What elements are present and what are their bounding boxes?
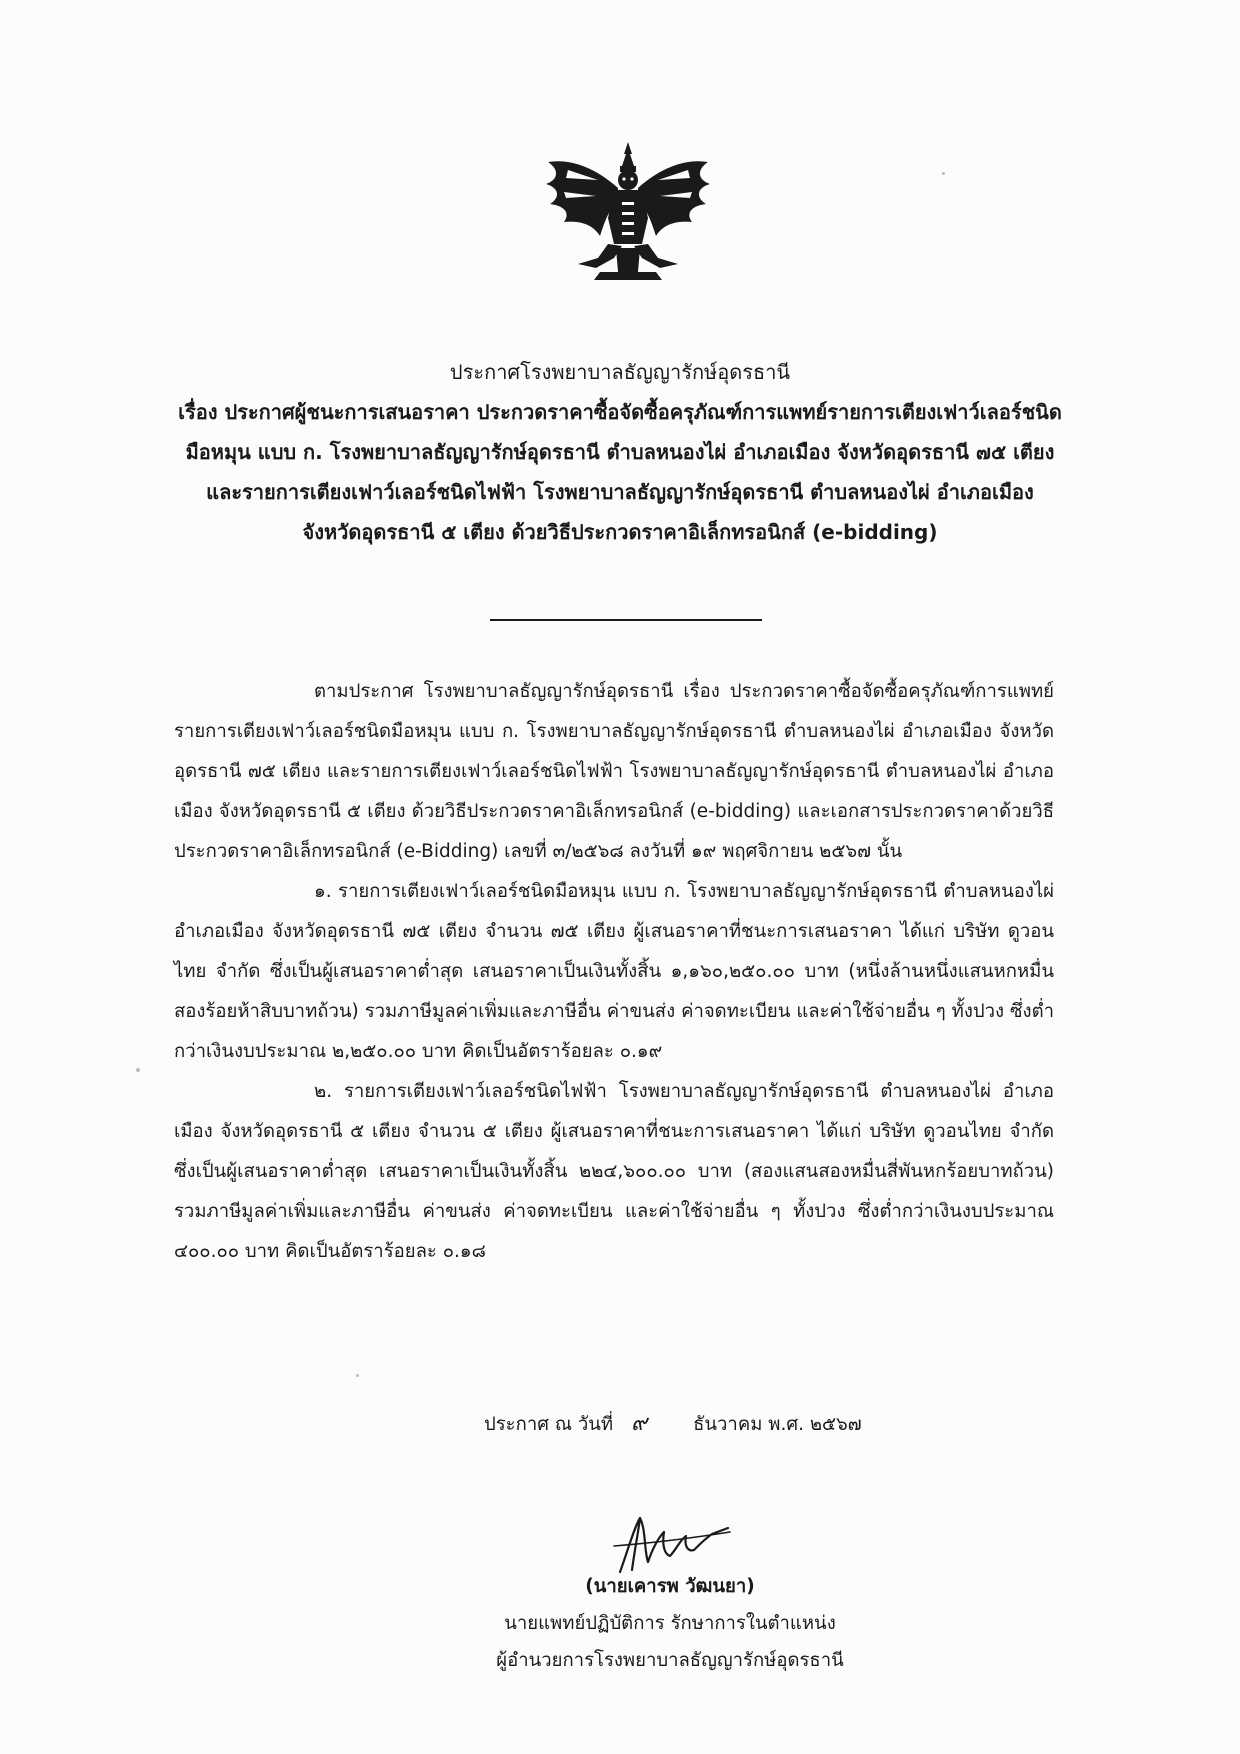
date-day: ๙ bbox=[631, 1411, 648, 1436]
title-line-3: มือหมุน แบบ ก. โรงพยาบาลธัญญารักษ์อุดรธานี ตำบลหนองไผ่ อำเภอเมือง จังหวัดอุดรธานี ๗๕ เตียง bbox=[185, 440, 1055, 464]
scan-speck bbox=[942, 172, 945, 175]
title-line-5: จังหวัดอุดรธานี ๕ เตียง ด้วยวิธีประกวดราคาอิเล็กทรอนิกส์ (e-bidding) bbox=[302, 520, 938, 544]
signer-name: (นายเคารพ วัฒนยา) bbox=[585, 1576, 755, 1597]
scan-speck bbox=[136, 1068, 140, 1072]
announcement-body bbox=[174, 672, 1054, 1272]
item-2-paragraph: ๒. รายการเตียงเฟาว์เลอร์ชนิดไฟฟ้า โรงพยาบาลธัญญารักษ์อุดรธานี ตำบลหนองไผ่ อำเภอเมือง จังหวัดอุดรธานี ๕ เตียง จำนวน ๕ เตียง ผู้เสนอราคาที่ชนะการเสนอราคา ได้แก่ บริษัท ดูวอนไทย จำกัด ซึ่งเป็นผู้เสนอราคาต่ำสุด เสนอราคาเป็นเงินทั้งสิ้น ๒๒๔,๖๐๐.๐๐ บาท (สองแสนสองหมื่นสี่พันหกร้อยบาทถ้วน) รวมภาษีมูลค่าเพิ่มและภาษีอื่น ค่าขนส่ง ค่าจดทะเบียน และค่าใช้จ่ายอื่น ๆ ทั้งปวง ซึ่งต่ำกว่าเงินงบประมาณ ๔๐๐.๐๐ บาท คิดเป็นอัตราร้อยละ ๐.๑๘ bbox=[174, 1081, 1054, 1262]
date-month-year: ธันวาคม พ.ศ. ๒๕๖๗ bbox=[693, 1414, 862, 1435]
signer-position-2: ผู้อำนวยการโรงพยาบาลธัญญารักษ์อุดรธานี bbox=[496, 1650, 844, 1671]
title-divider bbox=[490, 619, 762, 621]
signer-block bbox=[470, 1568, 870, 1679]
announcement-date bbox=[484, 1404, 862, 1445]
garuda-emblem-icon bbox=[538, 140, 718, 290]
announcement-title bbox=[150, 352, 1090, 552]
scan-speck bbox=[356, 1374, 359, 1377]
date-prefix: ประกาศ ณ วันที่ bbox=[484, 1414, 614, 1435]
title-line-4: และรายการเตียงเฟาว์เลอร์ชนิดไฟฟ้า โรงพยาบาลธัญญารักษ์อุดรธานี ตำบลหนองไผ่ อำเภอเมือง bbox=[206, 480, 1034, 504]
item-1-paragraph: ๑. รายการเตียงเฟาว์เลอร์ชนิดมือหมุน แบบ ก. โรงพยาบาลธัญญารักษ์อุดรธานี ตำบลหนองไผ่ อำเภอเมือง จังหวัดอุดรธานี ๗๕ เตียง จำนวน ๗๕ เตียง ผู้เสนอราคาที่ชนะการเสนอราคา ได้แก่ บริษัท ดูวอนไทย จำกัด ซึ่งเป็นผู้เสนอราคาต่ำสุด เสนอราคาเป็นเงินทั้งสิ้น ๑,๑๖๐,๒๕๐.๐๐ บาท (หนึ่งล้านหนึ่งแสนหกหมื่นสองร้อยห้าสิบบาทถ้วน) รวมภาษีมูลค่าเพิ่มและภาษีอื่น ค่าขนส่ง ค่าจดทะเบียน และค่าใช้จ่ายอื่น ๆ ทั้งปวง ซึ่งต่ำกว่าเงินงบประมาณ ๒,๒๕๐.๐๐ บาท คิดเป็นอัตราร้อยละ ๐.๑๙ bbox=[174, 881, 1054, 1062]
intro-paragraph: ตามประกาศ โรงพยาบาลธัญญารักษ์อุดรธานี เรื่อง ประกวดราคาซื้อจัดซื้อครุภัณฑ์การแพทย์รายการเตียงเฟาว์เลอร์ชนิดมือหมุน แบบ ก. โรงพยาบาลธัญญารักษ์อุดรธานี ตำบลหนองไผ่ อำเภอเมือง จังหวัดอุดรธานี ๗๕ เตียง และรายการเตียงเฟาว์เลอร์ชนิดไฟฟ้า โรงพยาบาลธัญญารักษ์อุดรธานี ตำบลหนองไผ่ อำเภอเมือง จังหวัดอุดรธานี ๕ เตียง ด้วยวิธีประกวดราคาอิเล็กทรอนิกส์ (e-bidding) และเอกสารประกวดราคาด้วยวิธีประกวดราคาอิเล็กทรอนิกส์ (e-Bidding) เลขที่ ๓/๒๕๖๘ ลงวันที่ ๑๙ พฤศจิกายน ๒๕๖๗ นั้น bbox=[174, 681, 1054, 862]
title-line-2: เรื่อง ประกาศผู้ชนะการเสนอราคา ประกวดราคาซื้อจัดซื้อครุภัณฑ์การแพทย์รายการเตียงเฟาว์เลอร์ชนิด bbox=[178, 400, 1062, 424]
signer-position-1: นายแพทย์ปฏิบัติการ รักษาการในตำแหน่ง bbox=[504, 1613, 836, 1634]
title-line-1: ประกาศโรงพยาบาลธัญญารักษ์อุดรธานี bbox=[449, 360, 791, 384]
